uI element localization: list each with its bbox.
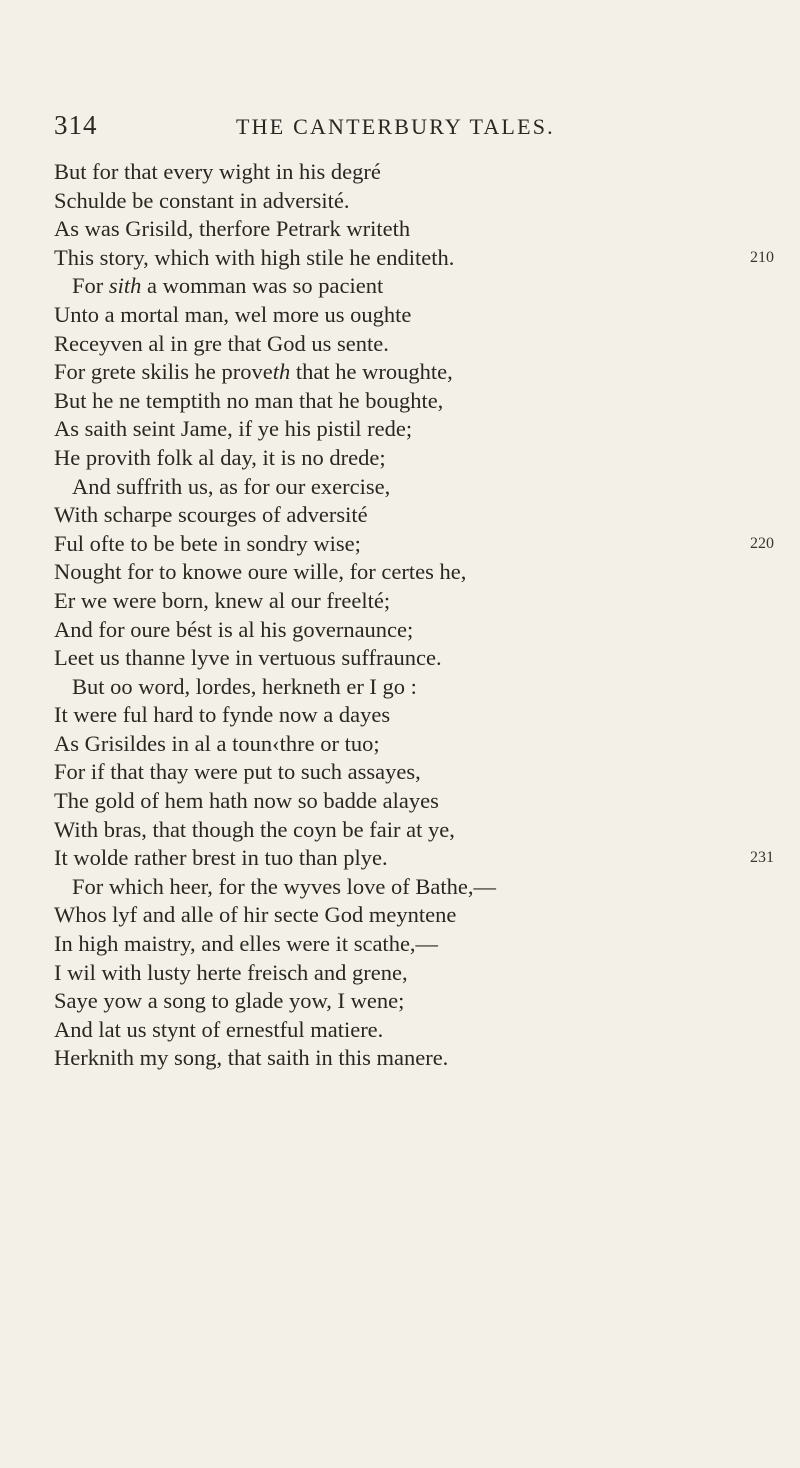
- verse-line: [0, 901, 800, 930]
- verse-line-text: Er we were born, knew al our freelté;: [54, 587, 391, 613]
- verse-line-text: With scharpe scourges of adversité: [54, 502, 368, 528]
- verse-line-text: But for that every wight in his degré: [54, 159, 381, 184]
- verse-line: [0, 415, 800, 444]
- verse-line: [0, 358, 800, 387]
- verse-line: [0, 158, 800, 187]
- verse-line: [0, 987, 800, 1016]
- verse-line-text: It were ful hard to fynde now a dayes: [54, 702, 391, 728]
- verse-line-text: The gold of hem hath now so badde alayes: [54, 788, 439, 814]
- line-number: 210: [750, 248, 774, 266]
- verse-line-text: As Grisildes in al a toun‹thre or tuo;: [54, 730, 380, 756]
- verse-line: [0, 758, 800, 787]
- verse-line-text: Herknith my song, that saith in this manere.: [54, 1045, 449, 1071]
- verse-line: [0, 1016, 800, 1045]
- verse-line-text: And suffrith us, as for our exercise,: [72, 473, 391, 499]
- verse-line-text: As was Grisild, therfore Petrark writeth: [54, 216, 411, 242]
- verse-text-segment: that he wroughte,: [290, 359, 453, 385]
- line-number: 231: [750, 849, 774, 867]
- verse-line-text: [72, 272, 383, 301]
- verse-line: [0, 187, 800, 216]
- verse-line-text: Leet us thanne lyve in vertuous suffraunce.: [54, 645, 442, 671]
- verse-line: [0, 1044, 800, 1073]
- verse-line-text: In high maistry, and elles were it scathe,—: [54, 931, 439, 957]
- verse-line-text: I wil with lusty herte freisch and grene,: [54, 959, 408, 985]
- verse-line: [0, 473, 800, 502]
- verse-text-italic: th: [272, 359, 291, 385]
- verse-line: [0, 701, 800, 730]
- verse-line-text: He provith folk al day, it is no drede;: [54, 444, 386, 470]
- verse-line: [0, 558, 800, 587]
- verse-line-text: With bras, that though the coyn be fair at ye,: [54, 816, 455, 842]
- verse-line-text: But he ne temptith no man that he boughte,: [54, 387, 444, 413]
- verse-line: [0, 930, 800, 959]
- verse-line-text: For if that thay were put to such assayes,: [54, 759, 421, 785]
- verse-line-text: And for oure bést is al his governaunce;: [54, 616, 414, 642]
- verse-line-text: Saye yow a song to glade yow, I wene;: [54, 988, 405, 1014]
- verse-line: [0, 959, 800, 988]
- verse-line: [0, 616, 800, 645]
- verse-line: [0, 301, 800, 330]
- verse-line: [0, 816, 800, 845]
- verse-line: [0, 673, 800, 702]
- verse-line-text: Receyven al in gre that God us sente.: [54, 330, 389, 356]
- verse-line: [0, 530, 800, 559]
- line-number: 220: [750, 534, 774, 552]
- verse-line: [0, 844, 800, 873]
- verse-line: [0, 215, 800, 244]
- verse-line-text: Nought for to knowe oure wille, for certes he,: [54, 559, 467, 585]
- verse-line-text: This story, which with high stile he enditeth.: [54, 244, 455, 270]
- verse-line: [0, 501, 800, 530]
- verse-line-text: Whos lyf and alle of hir secte God meyntene: [54, 902, 457, 928]
- verse-line-text: But oo word, lordes, herkneth er I go :: [72, 673, 417, 699]
- verse-line-text: Ful ofte to be bete in sondry wise;: [54, 530, 361, 556]
- verse-line: [0, 587, 800, 616]
- verse-line-text: Schulde be constant in adversité.: [54, 187, 350, 213]
- verse-line-text: And lat us stynt of ernestful matiere.: [54, 1016, 384, 1042]
- verse-line: [0, 873, 800, 902]
- verse-line: [0, 330, 800, 359]
- verse-line: [0, 272, 800, 301]
- page-header: [54, 110, 744, 150]
- verse-text-italic: sith: [108, 273, 142, 299]
- page-number: 314: [54, 110, 98, 140]
- verse-line-text: [54, 358, 453, 387]
- verse-line-text: It wolde rather brest in tuo than plye.: [54, 845, 388, 871]
- verse-line: [0, 730, 800, 759]
- verse-text-segment: a womman was so pacient: [141, 273, 384, 299]
- verse-line-text: For which heer, for the wyves love of Bathe,—: [72, 873, 496, 899]
- verse-line: [0, 244, 800, 273]
- verse-line-text: As saith seint Jame, if ye his pistil rede;: [54, 416, 413, 442]
- verse-text-segment: For grete skilis he prove: [54, 359, 273, 385]
- verse-line: [0, 387, 800, 416]
- verse-text-segment: For: [72, 273, 109, 299]
- verse-line: [0, 444, 800, 473]
- verse-block: [0, 158, 800, 1073]
- verse-line-text: Unto a mortal man, wel more us oughte: [54, 301, 412, 327]
- running-head: THE CANTERBURY TALES.: [236, 114, 555, 139]
- verse-line: [0, 787, 800, 816]
- verse-line: [0, 644, 800, 673]
